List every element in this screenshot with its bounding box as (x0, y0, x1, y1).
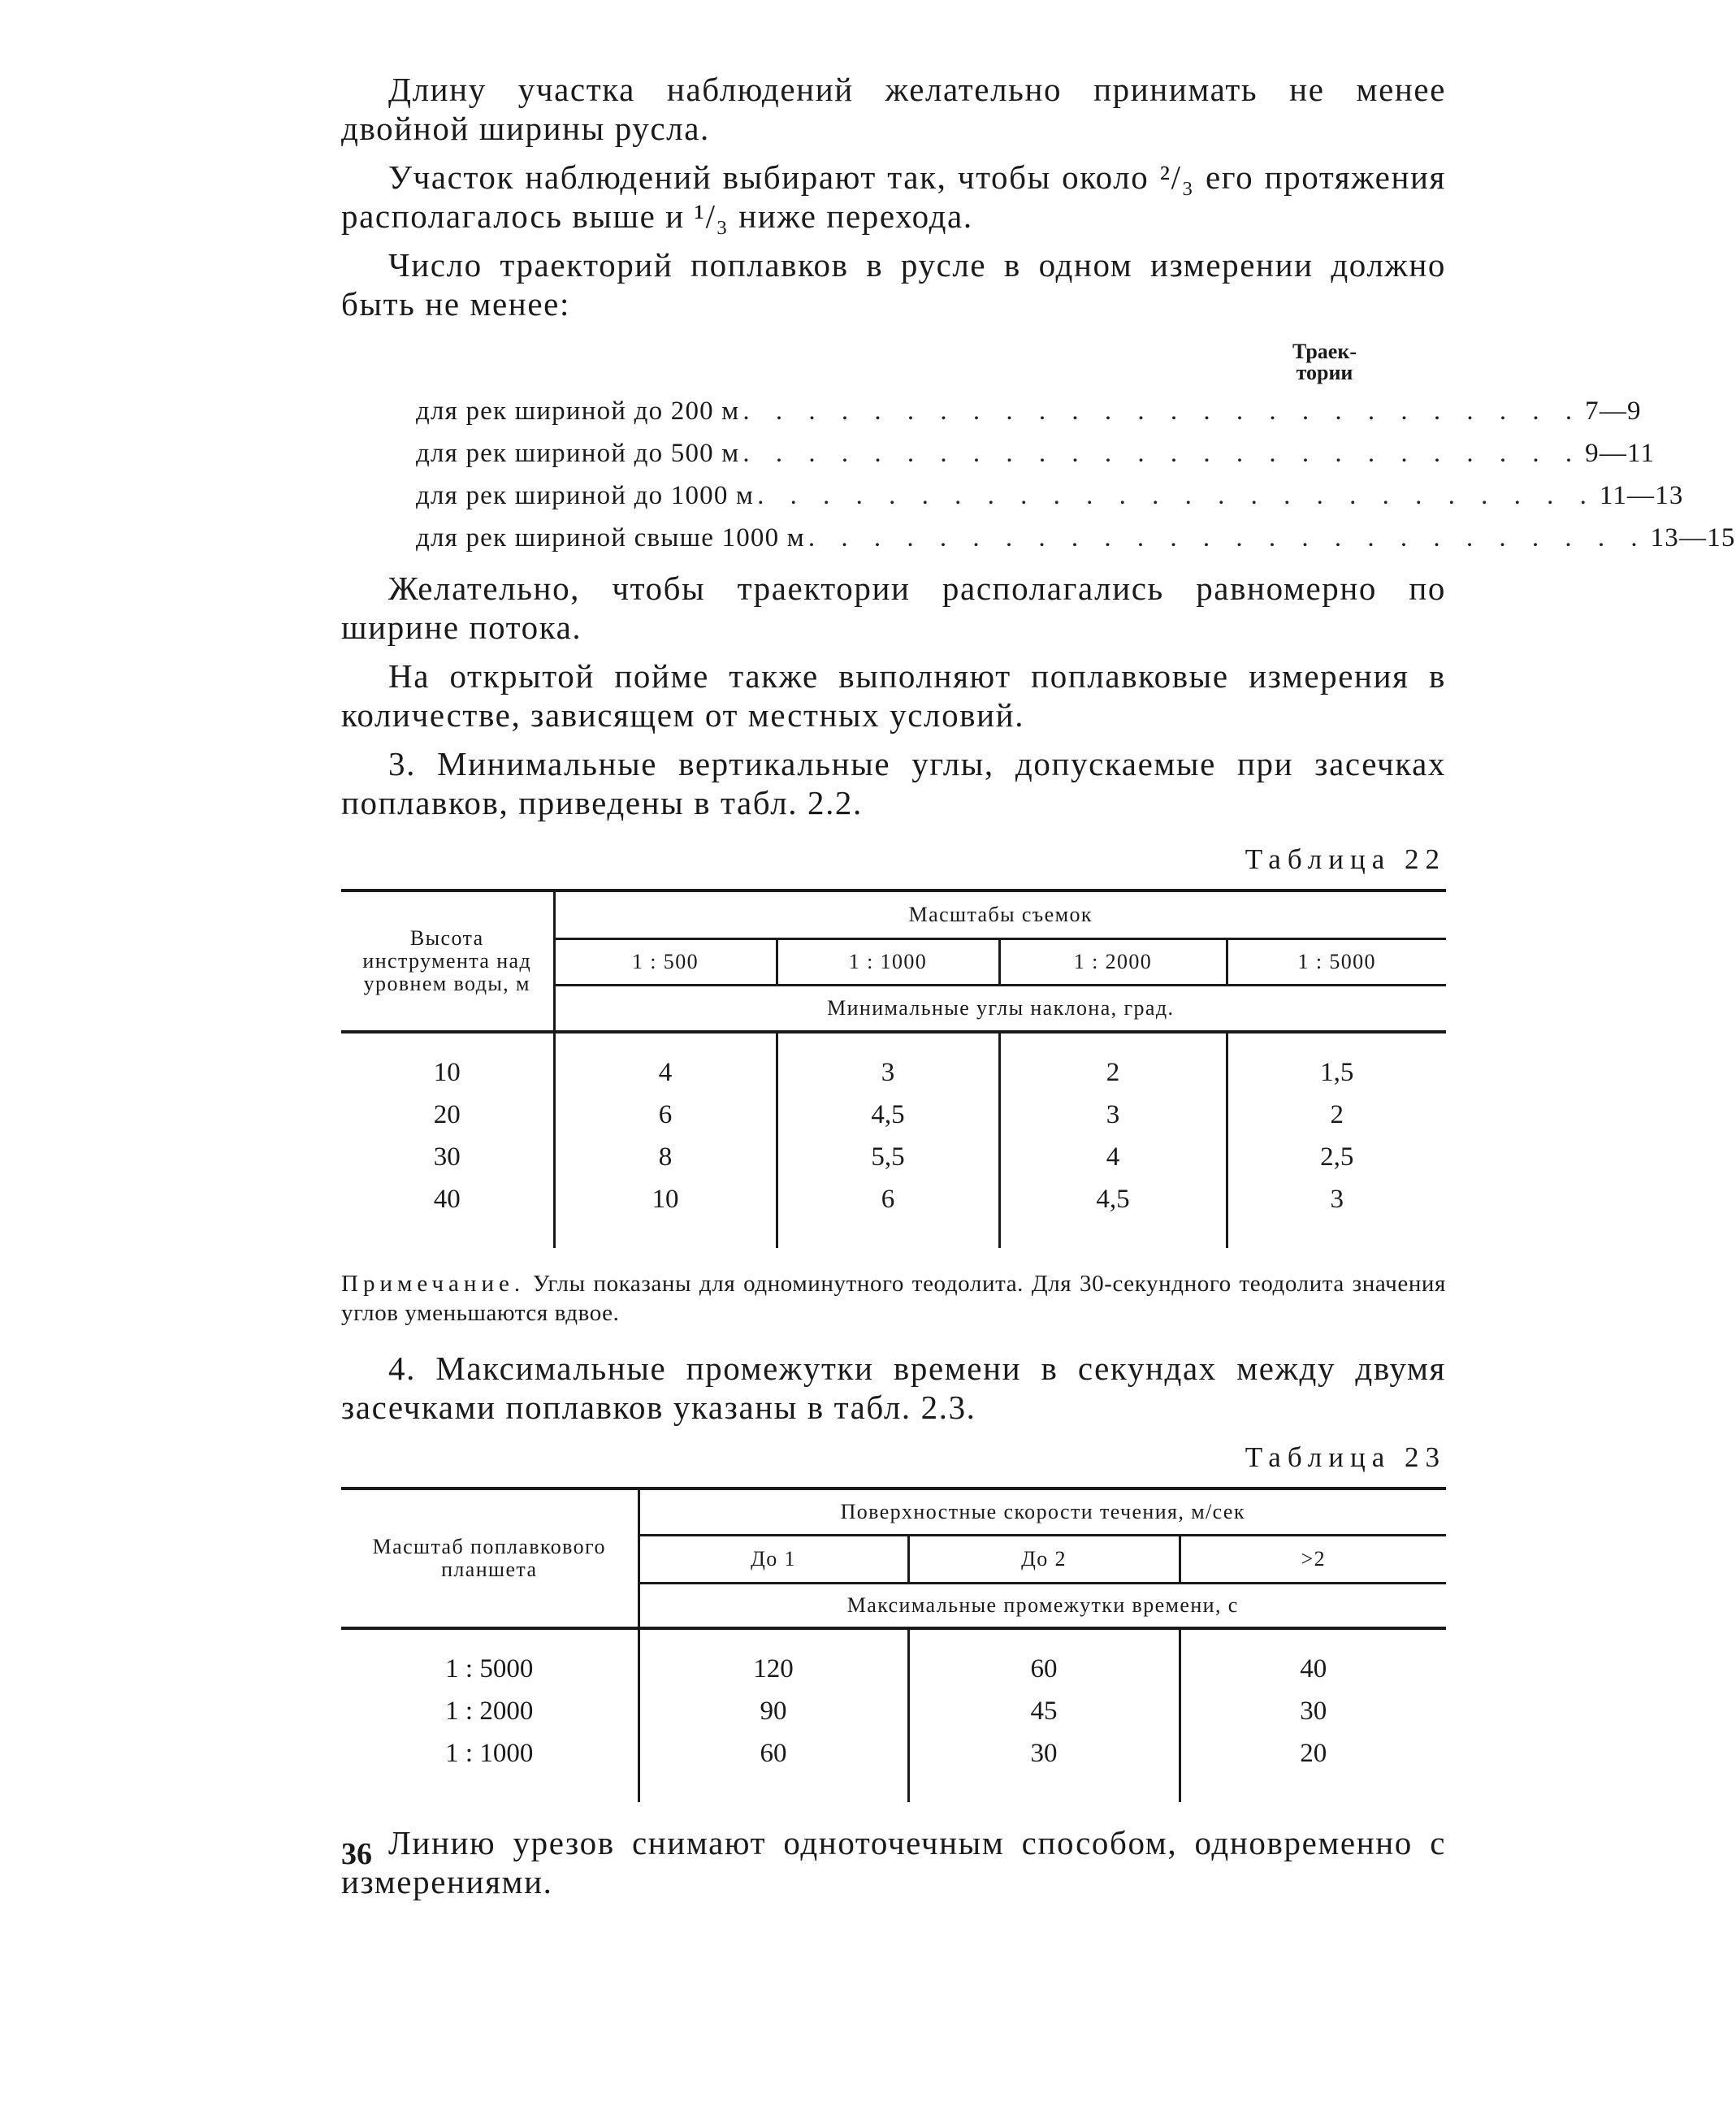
table-cell: 30 (908, 1732, 1180, 1802)
table-cell: 60 (908, 1628, 1180, 1690)
table-cell: 2 (1227, 1094, 1446, 1136)
paragraph: Желательно, чтобы траектории располагались равномерно по ширине потока. (341, 570, 1446, 646)
column-header: 1 : 5000 (1227, 939, 1446, 986)
table-cell: 3 (777, 1032, 999, 1094)
table-cell: 4,5 (999, 1178, 1227, 1248)
table-cell: 1 : 2000 (445, 1696, 534, 1726)
table-cell: 120 (639, 1628, 908, 1690)
table-row (341, 1628, 1446, 1690)
column-header: 1 : 1000 (777, 939, 999, 986)
paragraph: Участок наблюдений выбирают так, чтобы около ²/₃ его протяжения располагалось выше и ¹/₃ ниже перехода. (341, 158, 1446, 235)
table-row (341, 1094, 1446, 1136)
table-cell: 3 (999, 1094, 1227, 1136)
table-cell: 4 (554, 1032, 777, 1094)
column-header: >2 (1180, 1536, 1446, 1584)
table-row (341, 1732, 1446, 1802)
table-cell: 20 (433, 1100, 461, 1129)
column-header: 1 : 2000 (999, 939, 1227, 986)
table-2-3 (341, 1487, 1446, 1802)
table-cell: 20 (1180, 1732, 1446, 1802)
table-cell: 45 (908, 1690, 1180, 1732)
table-caption: Таблица 22 (1245, 843, 1446, 875)
table-cell: 2,5 (1227, 1136, 1446, 1178)
table-cell: 4,5 (777, 1094, 999, 1136)
trajectory-list (341, 390, 1736, 559)
table-cell: 1 : 5000 (445, 1654, 534, 1684)
paragraph: Линию урезов снимают одноточечным способом, одновременно с измерениями. (341, 1824, 1446, 1900)
table-cell: 60 (639, 1732, 908, 1802)
list-item: для рек шириной до 500 м . . . . . . . . . . . . . . . . . . . . . . . . . . 9—11 (416, 439, 1656, 468)
column-header: До 2 (908, 1536, 1180, 1584)
column-header: 1 : 500 (554, 939, 777, 986)
table-note: Примечание. Углы показаны для одноминутного теодолита. Для 30-секундного теодолита значения углов уменьшаются вдвое. (341, 1271, 1446, 1326)
table-cell: 2 (999, 1032, 1227, 1094)
page-content (341, 70, 1736, 1901)
paragraph: 3. Минимальные вертикальные углы, допускаемые при засечках поплавков, приведены в табл. 2.2. (341, 745, 1446, 821)
table-cell: 1,5 (1227, 1032, 1446, 1094)
table-cell: 8 (554, 1136, 777, 1178)
table-cell: 40 (1180, 1628, 1446, 1690)
page-number: 36 (341, 1837, 372, 1871)
list-item: для рек шириной свыше 1000 м . . . . . . . . . . . . . . . . . . . . . . . . . . 13—15 (416, 523, 1736, 552)
group-header: Поверхностные скорости течения, м/сек (639, 1488, 1446, 1536)
table-cell: 6 (777, 1178, 999, 1248)
row-header: Высота инструмента над уровнем воды, м (341, 890, 554, 1032)
table-row (341, 1136, 1446, 1178)
table-cell: 4 (999, 1136, 1227, 1178)
table-row (341, 1690, 1446, 1732)
paragraph: На открытой пойме также выполняют поплавковые измерения в количестве, зависящем от местных условий. (341, 657, 1446, 734)
table-cell: 10 (554, 1178, 777, 1248)
sub-header: Минимальные углы наклона, град. (554, 986, 1446, 1033)
sub-header: Максимальные промежутки времени, с (639, 1584, 1446, 1629)
table-row (341, 1178, 1446, 1248)
table-cell: 90 (639, 1690, 908, 1732)
trajectory-list-header: Траек- тории (1292, 340, 1357, 384)
column-header: До 1 (639, 1536, 908, 1584)
table-cell: 1 : 1000 (445, 1739, 534, 1768)
list-item: для рек шириной до 1000 м . . . . . . . . . . . . . . . . . . . . . . . . . . 11—13 (416, 481, 1684, 510)
table-2-2 (341, 889, 1446, 1248)
table-cell: 6 (554, 1094, 777, 1136)
paragraph: Длину участка наблюдений желательно принимать не менее двойной ширины русла. (341, 71, 1446, 147)
table-cell: 30 (1180, 1690, 1446, 1732)
table-row (341, 1032, 1446, 1094)
table-cell: 3 (1227, 1178, 1446, 1248)
list-item: для рек шириной до 200 м . . . . . . . . . . . . . . . . . . . . . . . . . . 7—9 (416, 396, 1642, 426)
row-header: Масштаб поплавкового планшета (341, 1488, 639, 1628)
group-header: Масштабы съемок (554, 890, 1446, 939)
table-cell: 40 (433, 1185, 461, 1214)
table-caption: Таблица 23 (1245, 1441, 1446, 1473)
paragraph: 4. Максимальные промежутки времени в секундах между двумя засечками поплавков указаны в табл. 2.3. (341, 1350, 1446, 1426)
paragraph: Число траекторий поплавков в русле в одном измерении должно быть не менее: (341, 246, 1446, 323)
table-cell: 5,5 (777, 1136, 999, 1178)
table-cell: 30 (433, 1142, 461, 1172)
table-cell: 10 (433, 1058, 461, 1087)
